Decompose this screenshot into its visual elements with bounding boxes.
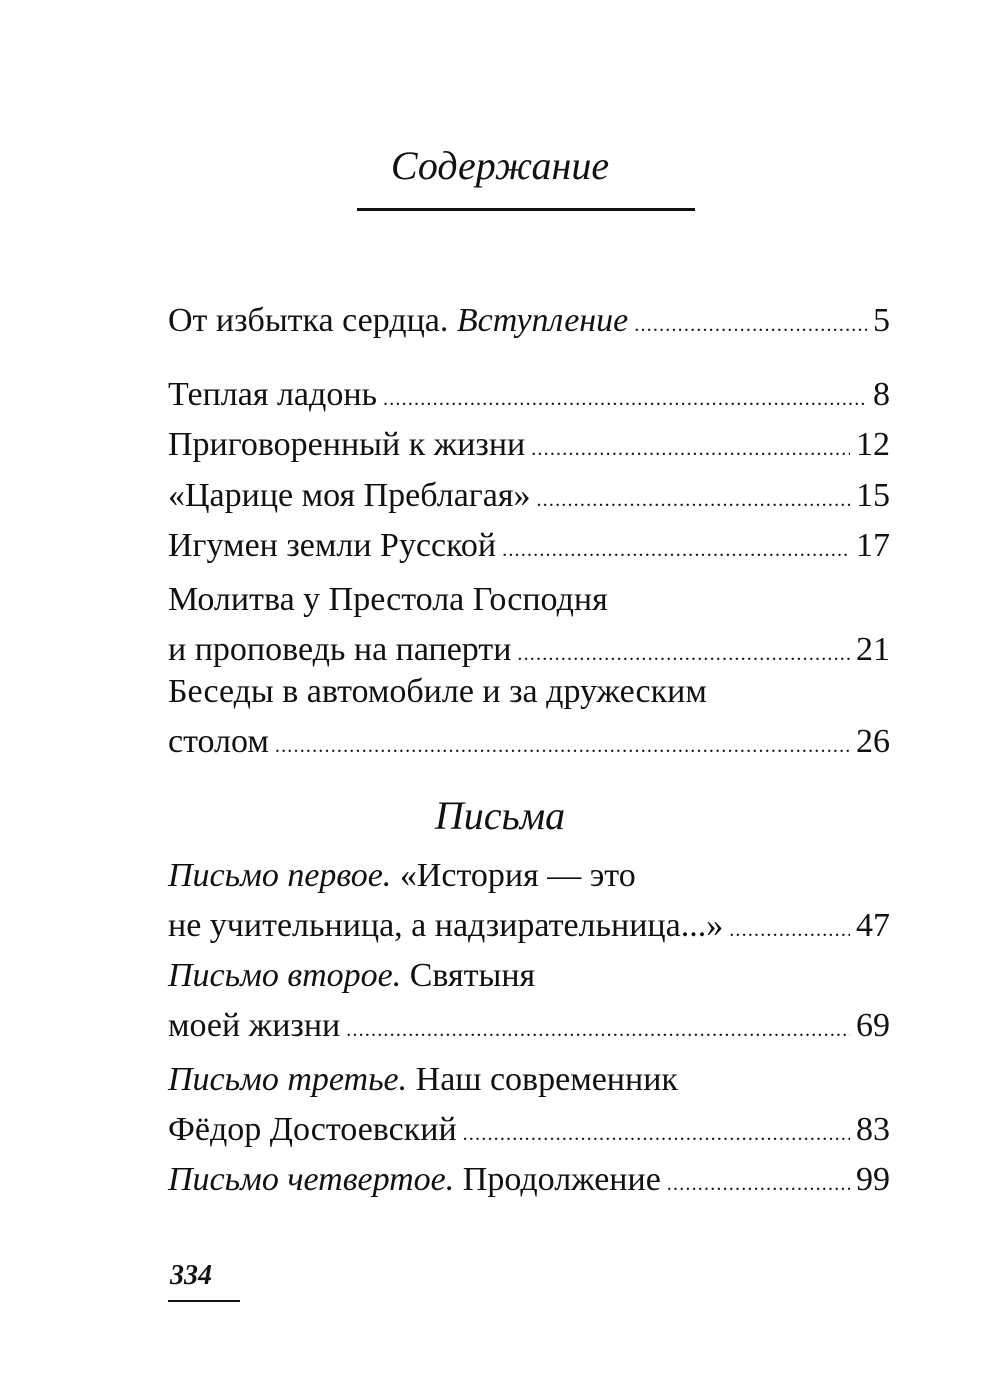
footer-rule [168,1300,240,1302]
toc-entry-title: Приговоренный к жизни [168,426,526,463]
toc-entry-page: 47 [856,907,890,944]
toc-entry-title: «Царице моя Преблагая» [168,477,531,514]
toc-entry-page: 69 [856,1007,890,1044]
toc-letter-1 [168,851,890,955]
toc-entry-4 [168,471,890,525]
toc-letter-2 [168,951,890,1055]
toc-entry-page: 5 [873,302,890,339]
letter-label: Письмо третье. [168,1061,408,1098]
dot-leader [536,475,850,525]
toc-entry-title-line1: Беседы в автомобиле и за дружеским [168,673,707,710]
dot-leader [275,721,850,771]
letter-label: Письмо четвертое. [168,1161,455,1198]
dot-leader [634,300,867,350]
toc-entry-7 [168,667,890,771]
toc-entry-page: 83 [856,1111,890,1148]
dot-leader [502,525,850,575]
toc-entry-page: 21 [856,631,890,668]
toc-entry-3 [168,420,890,474]
footer-page-number: 334 [170,1260,212,1291]
toc-entry-page: 8 [873,376,890,413]
toc-letter-3 [168,1055,890,1159]
toc-entry-title: От избытка сердца. [168,302,449,339]
toc-entry-subtitle: Вступление [456,302,629,339]
toc-entry-page: 12 [856,426,890,463]
dot-leader [383,374,867,424]
toc-entry-page: 15 [856,477,890,514]
toc-entry-title-line2: моей жизни [168,1007,341,1044]
toc-entry-page: 17 [856,527,890,564]
dot-leader [729,905,850,955]
letter-label: Письмо первое. [168,857,392,894]
toc-entry-title-line1: Молитва у Престола Господня [168,581,608,618]
toc-entry-6 [168,575,890,679]
dot-leader [531,424,850,474]
title-rule [357,208,695,211]
toc-entry-title: Продолжение [462,1161,661,1198]
dot-leader [463,1109,850,1159]
toc-entry-title-line2: не учительница, а надзирательница...» [168,907,724,944]
dot-leader [667,1159,850,1209]
toc-entry-title-line1: Святыня [409,957,536,994]
section-heading: Письма [434,793,566,838]
toc-entry-page: 26 [856,723,890,760]
toc-entry-2 [168,370,890,424]
toc-entry-title-line1: Наш современник [415,1061,678,1098]
letter-label: Письмо второе. [168,957,402,994]
dot-leader [346,1005,850,1055]
toc-entry-title-line2: Фёдор Достоевский [168,1111,457,1148]
toc-letter-4 [168,1155,890,1209]
toc-entry-title: Теплая ладонь [168,376,378,413]
toc-entry-title-line2: столом [168,723,269,760]
page-title: Содержание [390,143,610,188]
toc-entry-5 [168,521,890,575]
toc-entry-title: Игумен земли Русской [168,527,497,564]
toc-entry-title-line2: и проповедь на паперти [168,631,512,668]
toc-entry-1 [168,296,890,350]
toc-entry-page: 99 [856,1161,890,1198]
toc-entry-title-line1: «История — это [399,857,636,894]
